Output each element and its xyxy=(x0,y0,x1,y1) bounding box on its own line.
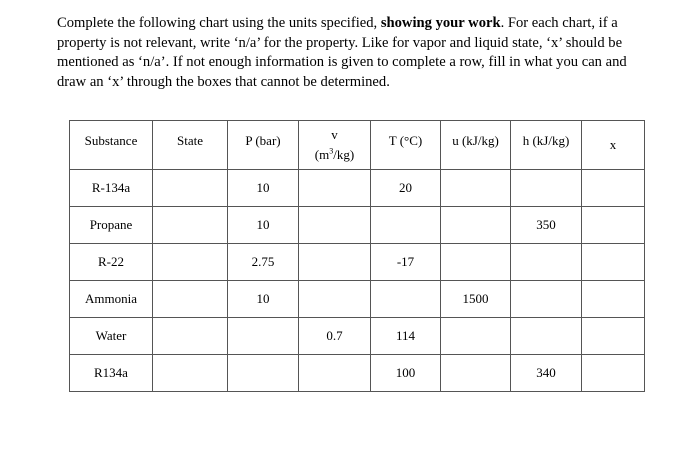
header-enthalpy: h (kJ/kg) xyxy=(511,121,582,170)
table-row xyxy=(70,244,645,281)
header-substance: Substance xyxy=(70,121,153,170)
header-state: State xyxy=(153,121,228,170)
header-pressure: P (bar) xyxy=(228,121,299,170)
cell-enthalpy xyxy=(511,170,582,207)
header-quality: x xyxy=(582,121,645,170)
cell-internal-energy xyxy=(441,244,511,281)
header-internal-energy: u (kJ/kg) xyxy=(441,121,511,170)
cell-internal-energy: 1500 xyxy=(441,281,511,318)
cell-state xyxy=(153,318,228,355)
cell-temperature: 20 xyxy=(371,170,441,207)
cell-state xyxy=(153,281,228,318)
instructions-text-2: . For each chart, if a property is not relevant, write ‘n/a’ for the property. Like for vapor and liquid state, ‘x’ should be mentioned as ‘n/a’. If not enough information is given to complete a row, fill in what you can and draw an ‘x’ through the boxes that cannot be determined. xyxy=(57,15,627,90)
cell-state xyxy=(153,355,228,392)
cell-substance: Propane xyxy=(70,207,153,244)
cell-enthalpy: 340 xyxy=(511,355,582,392)
cell-quality xyxy=(582,170,645,207)
cell-enthalpy xyxy=(511,318,582,355)
cell-enthalpy xyxy=(511,244,582,281)
cell-volume xyxy=(299,170,371,207)
cell-state xyxy=(153,244,228,281)
cell-substance: R-134a xyxy=(70,170,153,207)
table-row xyxy=(70,207,645,244)
cell-internal-energy xyxy=(441,318,511,355)
cell-pressure: 2.75 xyxy=(228,244,299,281)
properties-table xyxy=(69,120,645,392)
cell-quality xyxy=(582,244,645,281)
cell-pressure xyxy=(228,355,299,392)
cell-internal-energy xyxy=(441,355,511,392)
header-temperature: T (°C) xyxy=(371,121,441,170)
cell-temperature xyxy=(371,207,441,244)
instructions-text-1: Complete the following chart using the units specified, xyxy=(57,15,381,31)
cell-quality xyxy=(582,318,645,355)
table-row xyxy=(70,281,645,318)
header-specific-volume xyxy=(299,121,371,170)
cell-volume xyxy=(299,244,371,281)
header-volume-symbol: v xyxy=(331,127,338,142)
cell-quality xyxy=(582,355,645,392)
cell-state xyxy=(153,207,228,244)
cell-temperature xyxy=(371,281,441,318)
cell-pressure xyxy=(228,318,299,355)
cell-internal-energy xyxy=(441,207,511,244)
table-row xyxy=(70,318,645,355)
instructions-emphasis: showing your work xyxy=(380,15,501,31)
header-row xyxy=(70,121,645,170)
cell-pressure: 10 xyxy=(228,170,299,207)
cell-substance: R-22 xyxy=(70,244,153,281)
cell-substance: Water xyxy=(70,318,153,355)
cell-volume: 0.7 xyxy=(299,318,371,355)
cell-volume xyxy=(299,355,371,392)
table-row xyxy=(70,170,645,207)
cell-volume xyxy=(299,207,371,244)
header-volume-unit: $(m^3/kg)$ xyxy=(314,146,355,162)
cell-substance: R134a xyxy=(70,355,153,392)
cell-enthalpy xyxy=(511,281,582,318)
cell-temperature: 100 xyxy=(371,355,441,392)
table-row xyxy=(70,355,645,392)
cell-quality xyxy=(582,281,645,318)
cell-pressure: 10 xyxy=(228,281,299,318)
cell-temperature: -17 xyxy=(371,244,441,281)
instructions-paragraph xyxy=(57,14,647,92)
cell-state xyxy=(153,170,228,207)
cell-pressure: 10 xyxy=(228,207,299,244)
cell-enthalpy: 350 xyxy=(511,207,582,244)
cell-internal-energy xyxy=(441,170,511,207)
cell-quality xyxy=(582,207,645,244)
cell-substance: Ammonia xyxy=(70,281,153,318)
cell-temperature: 114 xyxy=(371,318,441,355)
cell-volume xyxy=(299,281,371,318)
